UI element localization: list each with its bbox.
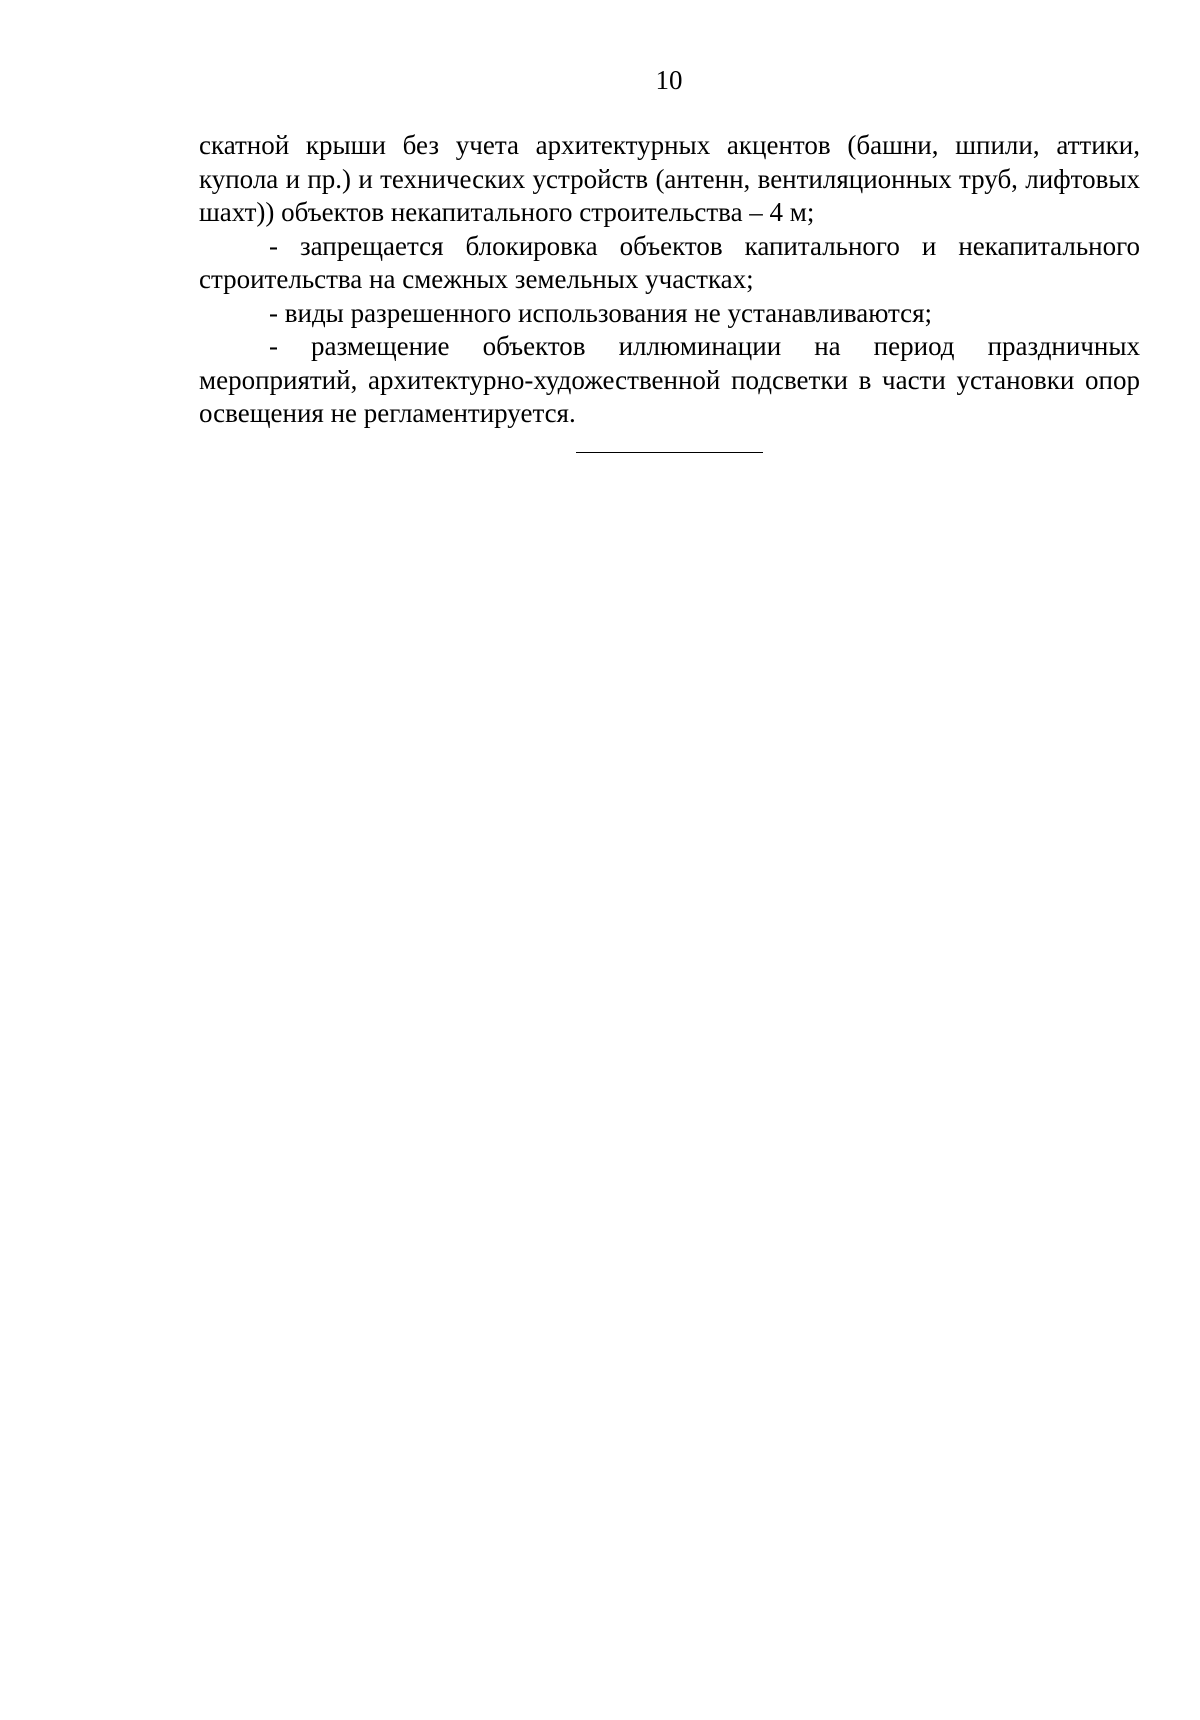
paragraph-blocking-prohibited: - запрещается блокировка объектов капитального и некапитального строительства на смежных земельных участках; [199,230,1140,294]
page-number: 10 [655,65,683,95]
paragraph-illumination: - размещение объектов иллюминации на период праздничных мероприятий, архитектурно-художественной подсветки в части установки опор освещения не регламентируется. [199,331,1140,428]
document-body [199,129,1140,431]
paragraph-permitted-use: - виды разрешенного использования не устанавливаются; [269,297,933,328]
end-of-text-rule [576,452,763,453]
paragraph-roof-height: скатной крыши без учета архитектурных акцентов (башни, шпили, аттики, купола и пр.) и технических устройств (антенн, вентиляционных труб, лифтовых шахт)) объектов некапитального строительства – 4 м; [199,130,1140,227]
